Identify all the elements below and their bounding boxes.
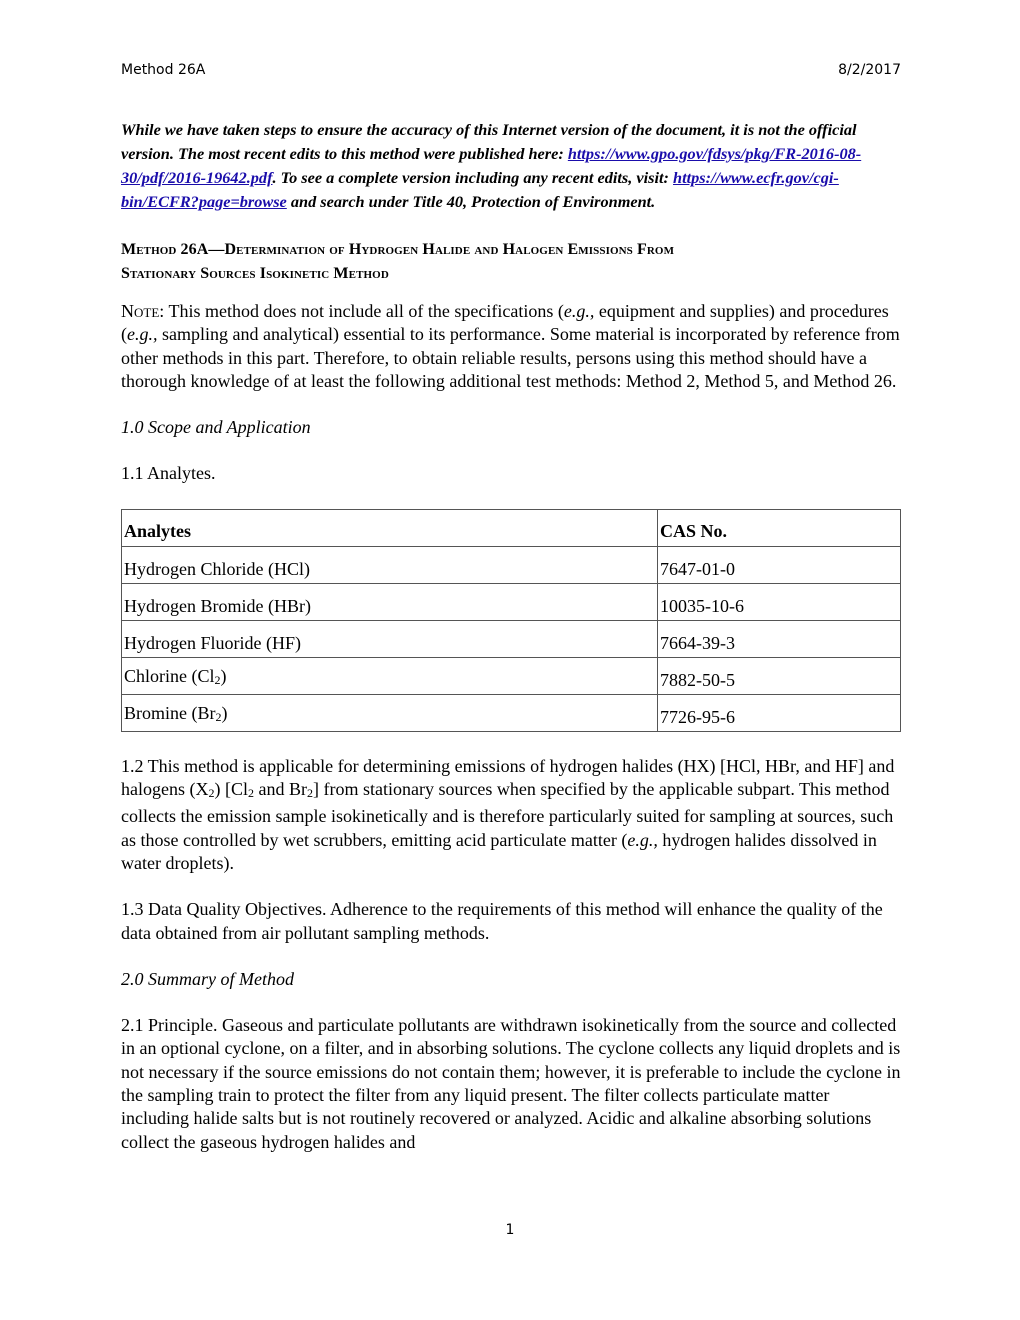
analytes-table xyxy=(121,509,901,732)
method-title xyxy=(121,238,901,286)
table-row xyxy=(122,620,901,657)
disclaimer-text-1: While we have taken steps to ensure the accuracy of this Internet version of the document, it is not the official version. The most recent edits to this method were published here: xyxy=(121,120,857,163)
table-header-row xyxy=(122,509,901,546)
analyte-name: Hydrogen Chloride (HCl) xyxy=(122,546,658,583)
section-2-1: 2.1 Principle. Gaseous and particulate pollutants are withdrawn isokinetically from the source and collected in an optional cyclone, on a filter, and in absorbing solutions. The cyclone collects any liquid droplets and is not necessary if the source emissions do not contain them; however, it is preferable to include the cyclone in the sampling train to protect the filter from any liquid present. The filter collects particulate matter including halide salts but is not routinely recovered or analyzed. Acidic and alkaline absorbing solutions collect the gaseous hydrogen halides and xyxy=(121,1015,901,1152)
col-header-analytes: Analytes xyxy=(122,509,658,546)
cas-number: 7882-50-5 xyxy=(658,657,901,694)
disclaimer-text-2: . To see a complete version including any recent edits, visit: xyxy=(272,168,674,187)
section-2-heading: 2.0 Summary of Method xyxy=(121,968,294,989)
analyte-name: Chlorine $(Cl_2)$ xyxy=(122,657,658,694)
cas-number: 7726-95-6 xyxy=(658,694,901,731)
disclaimer xyxy=(121,118,901,214)
cas-number: 7664-39-3 xyxy=(658,620,901,657)
table-row xyxy=(122,583,901,620)
table-row xyxy=(122,657,901,694)
cas-number: 10035-10-6 xyxy=(658,583,901,620)
analyte-name: Bromine $(Br_2)$ xyxy=(122,694,658,731)
section-1-3: 1.3 Data Quality Objectives. Adherence to the requirements of this method will enhance the quality of the data obtained from air pollutant sampling methods. xyxy=(121,899,883,943)
note-paragraph xyxy=(121,300,901,393)
method-title-line-2: Stationary Sources Isokinetic Method xyxy=(121,265,389,282)
gpo-link[interactable]: https://www.gpo.gov/fdsys/pkg/FR-2016-08-30/pdf/2016-19642.pdf xyxy=(121,144,862,187)
header-date: 8/2/2017 xyxy=(838,62,901,78)
cas-number: 7647-01-0 xyxy=(658,546,901,583)
ecfr-link[interactable]: https://www.ecfr.gov/cgi-bin/ECFR?page=browse xyxy=(121,168,839,211)
page-number: 1 xyxy=(505,1222,515,1238)
table-row xyxy=(122,546,901,583)
note-text: : This method does not include all of the specifications (e.g., equipment and supplies) and procedures (e.g., sampling and analytical) essential to its performance. Some material is incorporated by reference from other methods in this part. Therefore, to obtain reliable results, persons using this method should have a thorough knowledge of at least the following additional test methods: Method 2, Method 5, and Method 26. xyxy=(121,301,900,391)
analyte-name: Hydrogen Bromide (HBr) xyxy=(122,583,658,620)
section-1-heading: 1.0 Scope and Application xyxy=(121,417,311,438)
section-1-1: 1.1 Analytes. xyxy=(121,463,216,484)
table-row xyxy=(122,694,901,731)
disclaimer-text-3: and search under Title 40, Protection of Environment. xyxy=(286,192,656,211)
document-body xyxy=(121,118,901,1154)
header-doc-title: Method 26A xyxy=(121,62,206,78)
note-label: Note xyxy=(121,301,160,321)
section-1-2: 1.2 This method is applicable for determining emissions of hydrogen halides (HX) [HCl, HBr, and HF] and halogens $(X_2)$ [$Cl_2$ and $Br_2$] from stationary sources when specified by the applicable subpart. This method collects the emission sample isokinetically and is therefore particularly suited for sampling at sources, such as those controlled by wet scrubbers, emitting acid particulate matter (e.g., hydrogen halides dissolved in water droplets). xyxy=(121,755,895,873)
method-title-line-1: Method 26A—Determination of Hydrogen Halide and Halogen Emissions From xyxy=(121,241,675,258)
analyte-name: Hydrogen Fluoride (HF) xyxy=(122,620,658,657)
col-header-cas: CAS No. xyxy=(658,509,901,546)
